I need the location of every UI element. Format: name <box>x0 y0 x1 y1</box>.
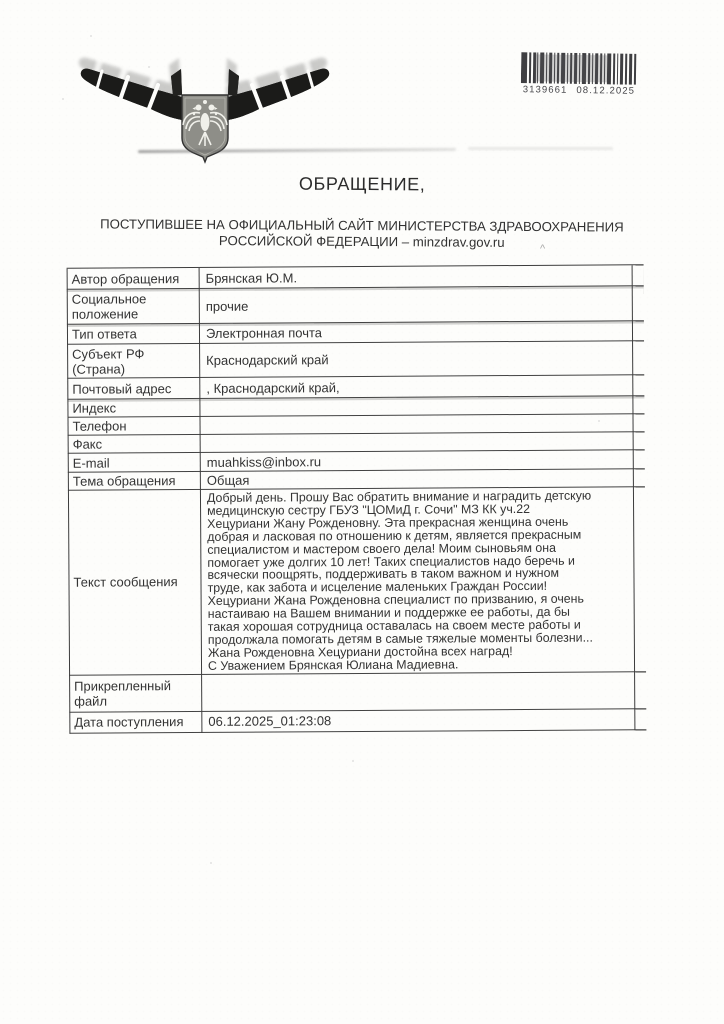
field-label: Дата поступления <box>74 714 184 730</box>
field-label: Субъект РФ (Страна) <box>72 345 145 377</box>
field-value <box>201 672 646 711</box>
scan-speckle <box>210 862 212 864</box>
subtitle-line-1: ПОСТУПИВШЕЕ НА ОФИЦИАЛЬНЫЙ САЙТ МИНИСТЕРСТВА ЗДРАВООХРАНЕНИЯ <box>100 216 624 235</box>
field-value: прочие <box>205 298 249 314</box>
scan-speckle <box>148 66 150 68</box>
field-label: Текст сообщения <box>73 574 178 591</box>
field-label: Тема обращения <box>72 473 176 489</box>
field-value: 06.12.2025_01:23:08 <box>208 713 332 730</box>
document-header <box>0 172 724 253</box>
registration-stamp <box>521 52 639 97</box>
scan-smudge <box>468 147 613 150</box>
field-label: Социальное положение <box>71 291 147 322</box>
table-row-received-date <box>69 709 646 734</box>
barcode-smudge <box>535 54 607 82</box>
message-text: Добрый день. Прошу Вас обратить внимание и наградить детскую медицинскую сестру ГБУЗ "ЦОМиД г. Сочи" МЗ КК уч.22 Хецуриани Жану Рожденовну. Эта прекрасная женщина очень добрая и ласковая по отношению к детям, является прекрасным специалистом и мастером своего дела! Моим сыновьям она помогает уже долгих 10 лет! Таких специалистов надо беречь и всячески поощрять, поддерживать в таком важном и нужном труде, как забота и исцеление маленьких Граждан России! Хецуриани Жана Рожденовна специалист по призванию, я очень настаиваю на Вашем внимании и поддержке ее работы, да бы такая хорошая сотрудница оставалась на своем месте работы и продолжала помогать детям в самые тяжелые моменты болезни... Жана Рожденовна Хецуриани достойна всех наград! С Уважением Брянская Юлиана Мадиевна. <box>206 488 593 673</box>
field-value: Краснодарский край <box>206 352 329 368</box>
table-row-attachment <box>69 672 646 713</box>
subtitle-line-2: РОССИЙСКОЙ ФЕДЕРАЦИИ – minzdrav.gov.ru <box>218 233 505 251</box>
scan-speckle <box>598 420 600 422</box>
scan-speckle <box>90 35 92 37</box>
page-subtitle <box>0 216 724 253</box>
field-label: Телефон <box>72 418 127 434</box>
field-label: Прикрепленный файл <box>74 677 171 709</box>
table-row-region <box>67 341 644 379</box>
stamp-number: 3139661 <box>522 84 568 96</box>
appeal-details-table <box>67 264 647 733</box>
field-value: , Краснодарский край, <box>206 379 340 396</box>
field-label: Почтовый адрес <box>72 380 172 397</box>
field-label: Тип ответа <box>71 326 137 342</box>
field-value <box>200 432 645 452</box>
table-row-message-text <box>68 487 646 675</box>
stamp-label <box>521 84 638 97</box>
field-value <box>199 414 644 434</box>
field-label: Автор обращения <box>71 270 180 287</box>
scan-speckle <box>62 98 64 100</box>
page-title: ОБРАЩЕНИЕ, <box>298 173 426 195</box>
field-value: Электронная почта <box>205 325 323 341</box>
field-label: Факс <box>72 436 103 452</box>
field-value: Брянская Ю.М. <box>205 269 298 286</box>
table-row-social-status <box>67 286 644 325</box>
barcode-icon <box>521 52 638 85</box>
field-label: E-mail <box>72 455 110 471</box>
field-label: Индекс <box>72 400 117 416</box>
field-value: muahkiss@inbox.ru <box>206 453 322 470</box>
scan-speckle <box>352 760 354 762</box>
scan-artifact-caret: ^ <box>540 243 546 255</box>
field-value <box>199 396 644 416</box>
stamp-date: 08.12.2025 <box>576 84 636 97</box>
field-value: Общая <box>206 472 250 488</box>
